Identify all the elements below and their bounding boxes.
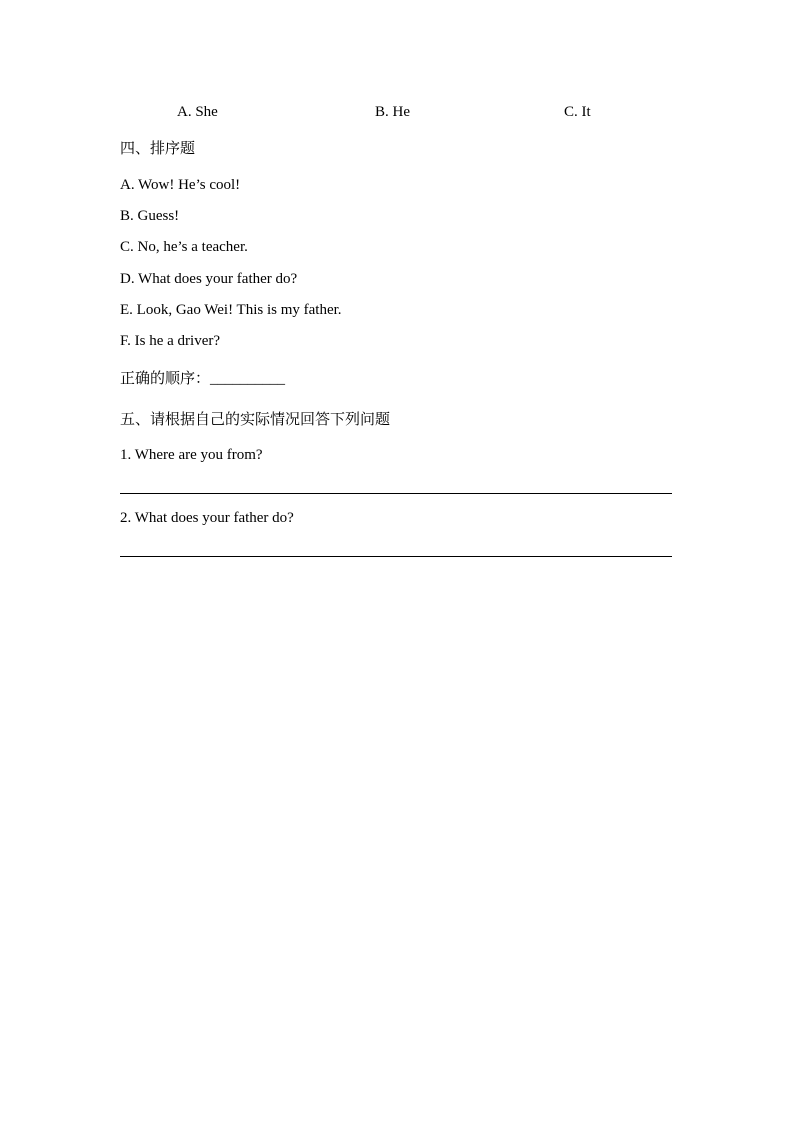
dialogue-item-c: C. No, he’s a teacher. [120, 239, 248, 255]
answer-line-1[interactable] [120, 493, 672, 494]
section-title-ordering: 四、排序题 [120, 139, 196, 157]
section-title-questions: 五、请根据自己的实际情况回答下列问题 [120, 410, 391, 428]
dialogue-item-b: B. Guess! [120, 208, 180, 224]
question-2: 2. What does your father do? [120, 510, 294, 526]
dialogue-item-d: D. What does your father do? [120, 271, 298, 287]
answer-line-2[interactable] [120, 556, 672, 557]
dialogue-item-e: E. Look, Gao Wei! This is my father. [120, 302, 342, 318]
dialogue-item-a: A. Wow! He’s cool! [120, 177, 241, 193]
option-b: B. He [375, 104, 410, 120]
option-c: C. It [564, 104, 591, 120]
order-label: 正确的顺序： [120, 369, 211, 387]
option-a: A. She [177, 104, 218, 120]
question-1: 1. Where are you from? [120, 447, 263, 463]
order-answer [120, 369, 285, 388]
dialogue-item-f: F. Is he a driver? [120, 333, 221, 349]
order-blank[interactable]: __________ [210, 371, 286, 387]
